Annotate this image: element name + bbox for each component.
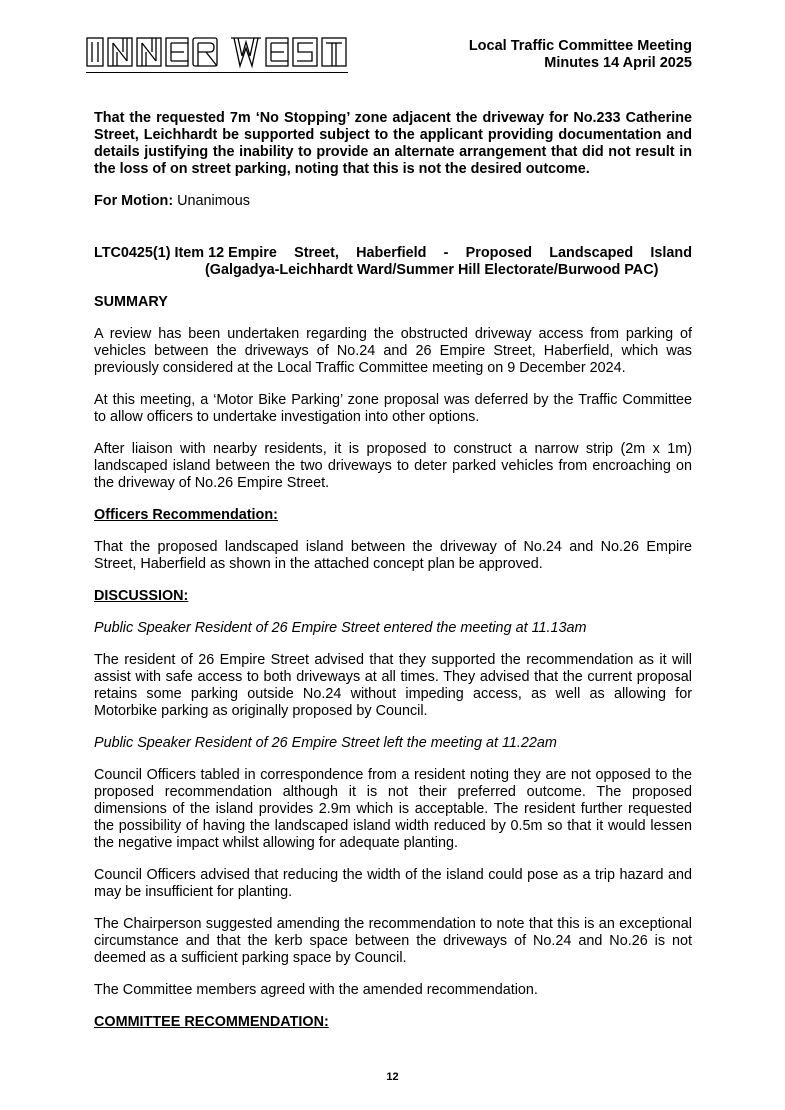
officers-recommendation-text: That the proposed landscaped island between the driveway of No.24 and No.26 Empire Street, Haberfield as shown in the attached concept plan be approved. — [94, 539, 692, 572]
for-motion-label: For Motion: — [94, 193, 174, 209]
agenda-item-title: Empire Street, Haberfield - Proposed Landscaped Island — [228, 245, 692, 261]
summary-paragraph: At this meeting, a ‘Motor Bike Parking’ zone proposal was deferred by the Traffic Committee to allow officers to undertake investigation into other options. — [94, 392, 692, 425]
summary-paragraph: A review has been undertaken regarding the obstructed driveway access from parking of vehicles between the driveways of No.24 and 26 Empire Street, Haberfield, which was previously considered at the Local Traffic Committee meeting on 9 December 2024. — [94, 326, 692, 376]
for-motion-value: Unanimous — [177, 193, 250, 209]
minutes-body — [94, 110, 692, 1046]
agenda-item-code: LTC0425(1) Item 12 — [94, 245, 225, 261]
discussion-paragraph: The Chairperson suggested amending the recommendation to note that this is an exceptional circumstance and that the kerb space between the driveways of No.24 and No.26 is not deemed as a sufficient parking space by Council. — [94, 916, 692, 966]
discussion-paragraph: The Committee members agreed with the amended recommendation. — [94, 982, 538, 998]
speaker-statement: The resident of 26 Empire Street advised that they supported the recommendation as it will assist with safe access to both driveways at all times. They advised that the current proposal retains some parking outside No.24 without impeding access, as well as allowing for Motorbike parking as originally proposed by Council. — [94, 652, 692, 719]
meeting-header — [469, 38, 692, 72]
discussion-paragraph: Council Officers advised that reducing the width of the island could pose as a trip hazard and may be insufficient for planting. — [94, 867, 692, 900]
officers-recommendation-heading: Officers Recommendation: — [94, 507, 278, 523]
header-rule — [86, 72, 348, 73]
for-motion — [94, 193, 692, 210]
carryover-resolution: That the requested 7m ‘No Stopping’ zone adjacent the driveway for No.233 Catherine Street, Leichhardt be supported subject to the applicant providing documentation and details justifying the inability to provide an alternate arrangement that did not result in the loss of on street parking, noting that this is not the desired outcome. — [94, 110, 692, 177]
page-number: 12 — [386, 1071, 399, 1083]
speaker-left-note: Public Speaker Resident of 26 Empire Street left the meeting at 11.22am — [94, 735, 557, 751]
summary-paragraph: After liaison with nearby residents, it is proposed to construct a narrow strip (2m x 1m) landscaped island between the two driveways to deter parked vehicles from encroaching on the driveway of No.26 Empire Street. — [94, 441, 692, 491]
summary-heading: SUMMARY — [94, 294, 168, 310]
discussion-heading: DISCUSSION: — [94, 588, 189, 604]
speaker-entered-note: Public Speaker Resident of 26 Empire Street entered the meeting at 11.13am — [94, 620, 587, 636]
agenda-item-subtitle: (Galgadya-Leichhardt Ward/Summer Hill Electorate/Burwood PAC) — [205, 262, 659, 278]
committee-recommendation-heading: COMMITTEE RECOMMENDATION: — [94, 1014, 329, 1030]
meeting-title: Local Traffic Committee Meeting — [468, 38, 692, 54]
minutes-date: Minutes 14 April 2025 — [544, 55, 692, 71]
discussion-paragraph: Council Officers tabled in correspondence from a resident noting they are not opposed to the proposed recommendation although it is not their preferred outcome. The proposed dimensions of the island provides 2.9m which is acceptable. The resident further requested the possibility of having the landscaped island width reduced by 0.5m so that it would lessen the negative impact whilst allowing for adequate planting. — [94, 767, 692, 851]
inner-west-logo-graphic — [86, 34, 348, 72]
agenda-item-heading — [94, 245, 692, 279]
